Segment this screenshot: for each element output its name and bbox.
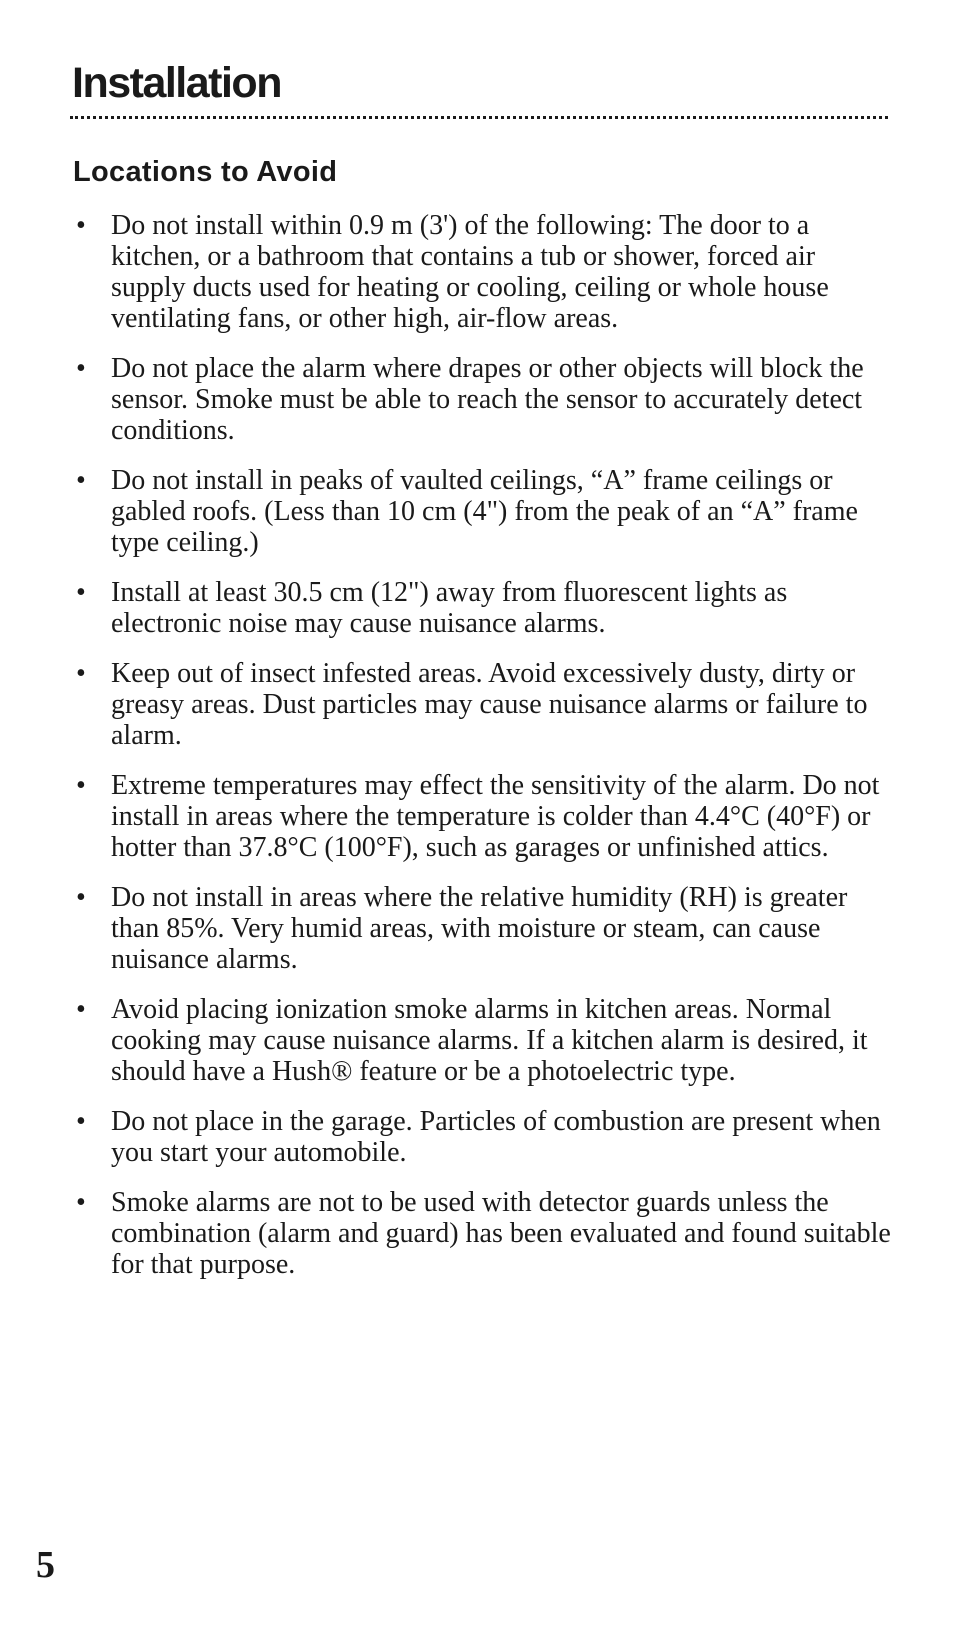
page-number: 5 [36, 1544, 55, 1586]
list-item [76, 210, 896, 334]
list-item [76, 353, 896, 446]
list-item-text: Extreme temperatures may effect the sensitivity of the alarm. Do not install in areas where the temperature is colder than 4.4°C (40°F) or hotter than 37.8°C (100°F), such as garages or unfinished attics. [111, 770, 880, 863]
page-title: Installation [72, 59, 281, 107]
bullet-icon: • [76, 210, 86, 241]
list-item [76, 1106, 896, 1168]
list-item-text: Keep out of insect infested areas. Avoid excessively dusty, dirty or greasy areas. Dust particles may cause nuisance alarms or failure to alarm. [111, 658, 868, 751]
locations-to-avoid-list [76, 210, 896, 1299]
bullet-icon: • [76, 994, 86, 1025]
list-item-text: Smoke alarms are not to be used with detector guards unless the combination (alarm and guard) has been evaluated and found suitable for that purpose. [111, 1187, 891, 1280]
list-item [76, 770, 896, 863]
bullet-icon: • [76, 465, 86, 496]
bullet-icon: • [76, 1106, 86, 1137]
list-item-text: Do not install in areas where the relative humidity (RH) is greater than 85%. Very humid areas, with moisture or steam, can cause nuisance alarms. [111, 882, 848, 975]
bullet-icon: • [76, 353, 86, 384]
list-item [76, 465, 896, 558]
bullet-icon: • [76, 658, 86, 689]
list-item-text: Install at least 30.5 cm (12") away from fluorescent lights as electronic noise may cause nuisance alarms. [111, 577, 788, 639]
list-item [76, 1187, 896, 1280]
dotted-divider [70, 116, 888, 119]
list-item-text: Do not place in the garage. Particles of combustion are present when you start your automobile. [111, 1106, 881, 1168]
bullet-icon: • [76, 770, 86, 801]
list-item [76, 577, 896, 639]
section-heading: Locations to Avoid [73, 156, 338, 188]
bullet-icon: • [76, 882, 86, 913]
list-item [76, 882, 896, 975]
list-item-text: Do not place the alarm where drapes or other objects will block the sensor. Smoke must be able to reach the sensor to accurately detect conditions. [111, 353, 864, 446]
bullet-icon: • [76, 1187, 86, 1218]
list-item [76, 994, 896, 1087]
list-item [76, 658, 896, 751]
list-item-text: Do not install within 0.9 m (3') of the following: The door to a kitchen, or a bathroom that contains a tub or shower, forced air supply ducts used for heating or cooling, ceiling or whole house ventilating fans, or other high, air-flow areas. [111, 210, 829, 334]
bullet-icon: • [76, 577, 86, 608]
list-item-text: Do not install in peaks of vaulted ceilings, “A” frame ceilings or gabled roofs. (Less than 10 cm (4") from the peak of an “A” frame type ceiling.) [111, 465, 858, 558]
list-item-text: Avoid placing ionization smoke alarms in kitchen areas. Normal cooking may cause nuisance alarms. If a kitchen alarm is desired, it should have a Hush® feature or be a photoelectric type. [111, 994, 868, 1087]
